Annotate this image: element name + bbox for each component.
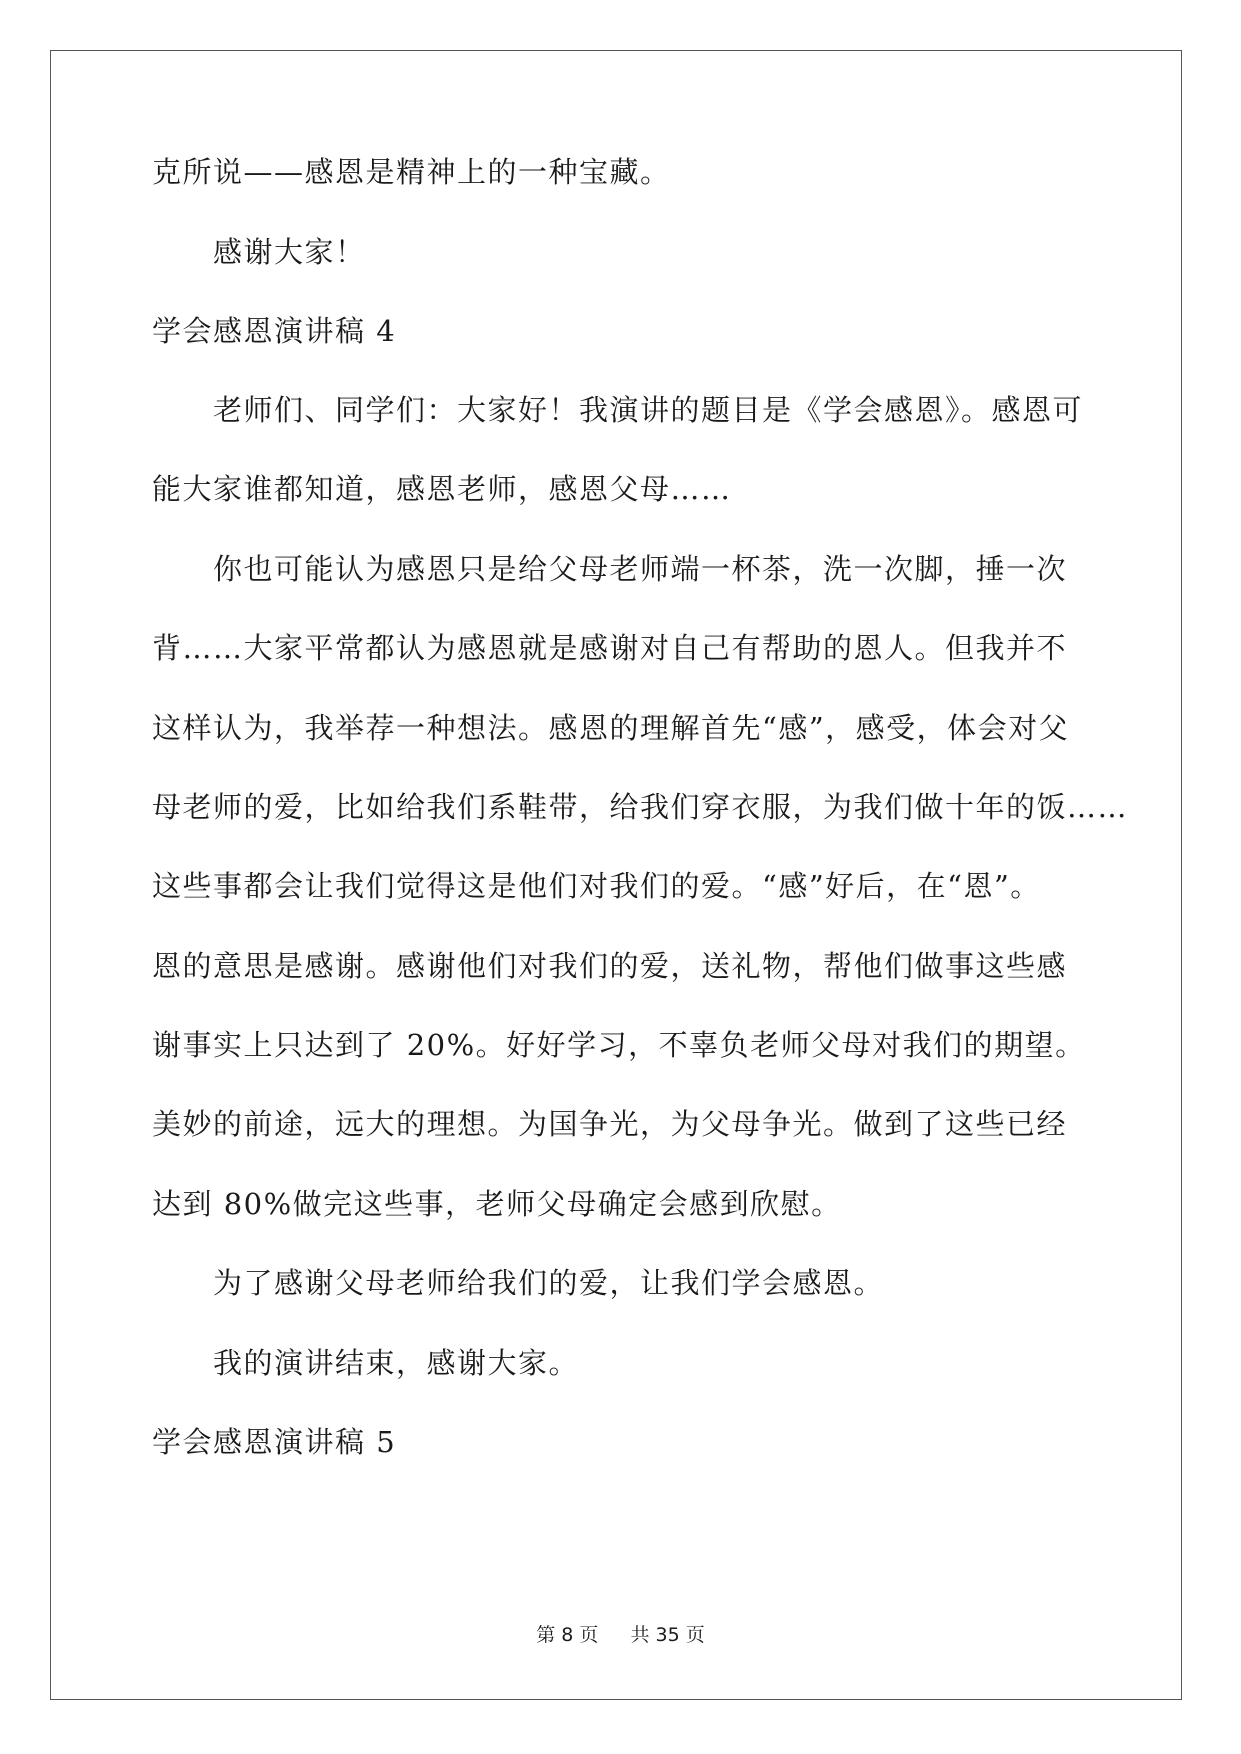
paragraph-line: 为了感谢父母老师给我们的爱，让我们学会感恩。 [213,1266,885,1300]
page-total: 共 35 页 [630,1624,705,1646]
paragraph-line: 美妙的前途，远大的理想。为国争光，为父母争光。做到了这些已经 [152,1107,1068,1141]
paragraph-line: 克所说——感恩是精神上的一种宝藏。 [152,155,671,189]
paragraph-line: 能大家谁都知道，感恩老师，感恩父母…… [152,472,732,506]
section-heading: 学会感恩演讲稿 4 [152,314,397,348]
paragraph-line: 这些事都会让我们觉得这是他们对我们的爱。“感”好后，在“恩”。 [152,869,1041,903]
page-number: 第 8 页 [536,1624,599,1646]
paragraph-line: 母老师的爱，比如给我们系鞋带，给我们穿衣服，为我们做十年的饭…… [152,790,1129,824]
paragraph-line: 老师们、同学们：大家好！我演讲的题目是《学会感恩》。感恩可 [213,393,1084,427]
section-heading: 学会感恩演讲稿 5 [152,1425,397,1459]
paragraph-line: 达到 80%做完这些事，老师父母确定会感到欣慰。 [152,1187,842,1221]
paragraph-line: 我的演讲结束，感谢大家。 [213,1346,580,1380]
paragraph-line: 你也可能认为感恩只是给父母老师端一杯茶，洗一次脚，捶一次 [213,552,1068,586]
paragraph-line: 背……大家平常都认为感恩就是感谢对自己有帮助的恩人。但我并不 [152,631,1068,665]
page-footer [0,1622,1241,1648]
paragraph-line: 恩的意思是感谢。感谢他们对我们的爱，送礼物，帮他们做事这些感 [152,949,1068,983]
paragraph-line: 这样认为，我举荐一种想法。感恩的理解首先“感”，感受，体会对父 [152,711,1070,745]
closing-line: 感谢大家！ [213,235,366,269]
paragraph-line: 谢事实上只达到了 20%。好好学习，不辜负老师父母对我们的期望。 [152,1028,1086,1062]
